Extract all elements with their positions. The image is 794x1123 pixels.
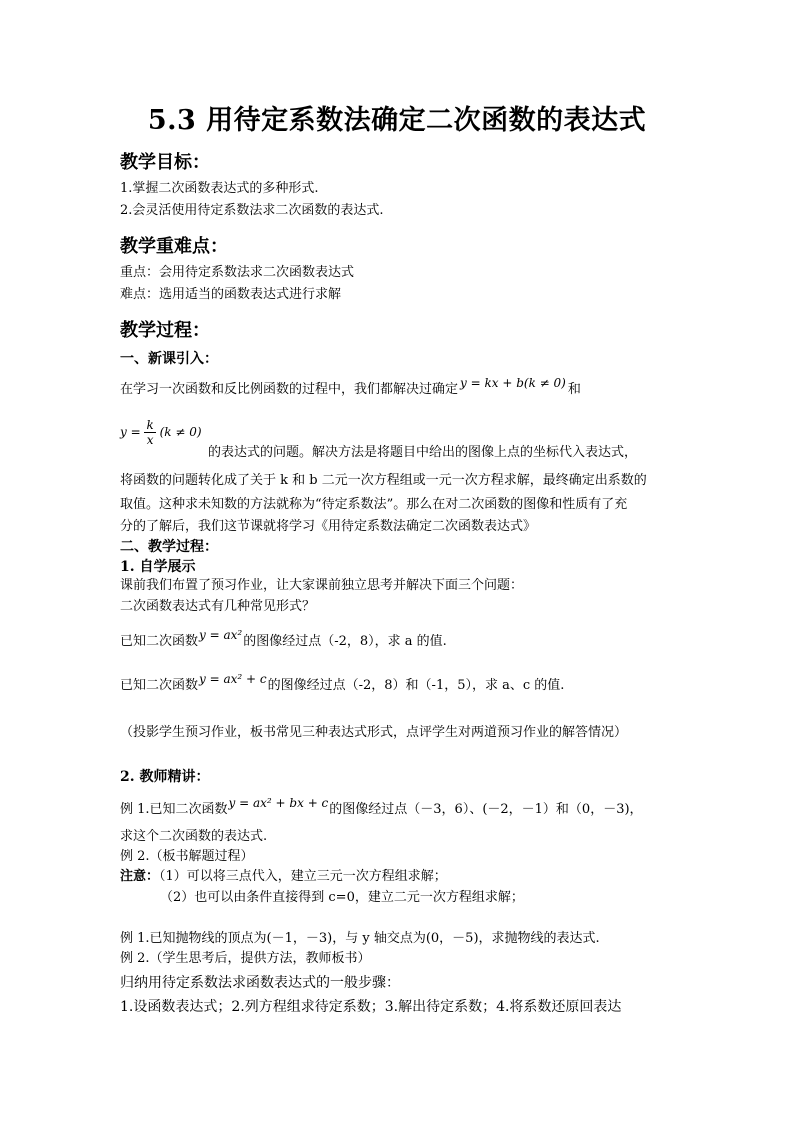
linear-formula: y = kx + b(k ≠ 0) — [460, 376, 566, 390]
goal-item-2: 2.会灵活使用待定系数法求二次函数的表达式. — [120, 203, 384, 218]
note-line-2: （2）也可以由条件直接得到 c=0，建立二元一次方程组求解； — [160, 890, 524, 905]
note-label: 注意： — [120, 869, 160, 884]
ex1-formula: y = ax² + bx + c — [228, 796, 329, 810]
goal-item-1: 1.掌握二次函数表达式的多种形式. — [120, 181, 319, 196]
intro-line-1: 在学习一次函数和反比例函数的过程中，我们都解决过确定 y = kx + b(k ≠ 0) 和 — [120, 376, 581, 397]
teacher-heading: 2. 教师精讲： — [120, 769, 210, 785]
example-1-line-2: 求这个二次函数的表达式. — [120, 829, 268, 844]
difficulty-line: 难点：选用适当的函数表达式进行求解 — [120, 287, 342, 302]
example-2-line: 例 2.（板书解题过程） — [120, 849, 254, 864]
self-study-line-1: 课前我们布置了预习作业，让大家课前独立思考并解决下面三个问题： — [120, 578, 524, 593]
keypoints-heading: 教学重难点： — [120, 236, 228, 257]
section2-heading: 二、教学过程： — [120, 539, 218, 555]
question-3: 已知二次函数y = ax² + c的图像经过点（-2，8）和（-1，5），求 a、c 的值. — [120, 672, 565, 693]
question-2: 已知二次函数y = ax²的图像经过点（-2，8），求 a 的值. — [120, 628, 447, 649]
question-1: 二次函数表达式有几种常见形式？ — [120, 599, 316, 614]
summary-line: 归纳用待定系数法求函数表达式的一般步骤： — [120, 975, 400, 991]
intro-line-5: 分的了解后，我们这节课就将学习《用待定系数法确定二次函数表达式》 — [120, 519, 537, 534]
inverse-formula: y = $\frac{k}{x}$ (k ≠ 0) — [120, 418, 202, 447]
intro-line-3: 将函数的问题转化成了关于 k 和 b 二元一次方程组或一元一次方程求解，最终确定出系数的 — [120, 473, 647, 488]
intro-line-4: 取值。这种求未知数的方法就称为“待定系数法”。那么在对二次函数的图像和性质有了充 — [120, 497, 628, 512]
example-1b-line: 例 1.已知抛物线的顶点为(－1，－3)，与 y 轴交点为(0，－5)，求抛物线的表达式. — [120, 931, 600, 946]
intro-line-2: 的表达式的问题。解决方法是将题目中给出的图像上点的坐标代入表达式， — [208, 445, 638, 460]
page-title: 5.3 用待定系数法确定二次函数的表达式 — [147, 105, 647, 136]
example-2b-line: 例 2.（学生思考后，提供方法，教师板书） — [120, 951, 371, 966]
example-1-line-1: 例 1.已知二次函数y = ax² + bx + c的图像经过点（－3，6）、(－2，－1）和（0，－3)， — [120, 796, 643, 817]
q3-formula: y = ax² + c — [199, 672, 267, 686]
process-heading: 教学过程： — [120, 320, 210, 341]
intro-heading: 一、新课引入： — [120, 351, 218, 367]
note-line-1: 注意：（1）可以将三点代入，建立三元一次方程组求解； — [120, 869, 447, 884]
steps-line: 1.设函数表达式；2.列方程组求待定系数；3.解出待定系数；4.将系数还原回表达 — [120, 999, 622, 1015]
q2-formula: y = ax² — [199, 628, 243, 642]
goals-heading: 教学目标： — [120, 152, 210, 173]
focus-line: 重点：会用待定系数法求二次函数表达式 — [120, 265, 355, 280]
projection-note: （投影学生预习作业，板书常见三种表达式形式，点评学生对两道预习作业的解答情况） — [120, 725, 628, 740]
self-study-heading: 1. 自学展示 — [120, 559, 196, 575]
